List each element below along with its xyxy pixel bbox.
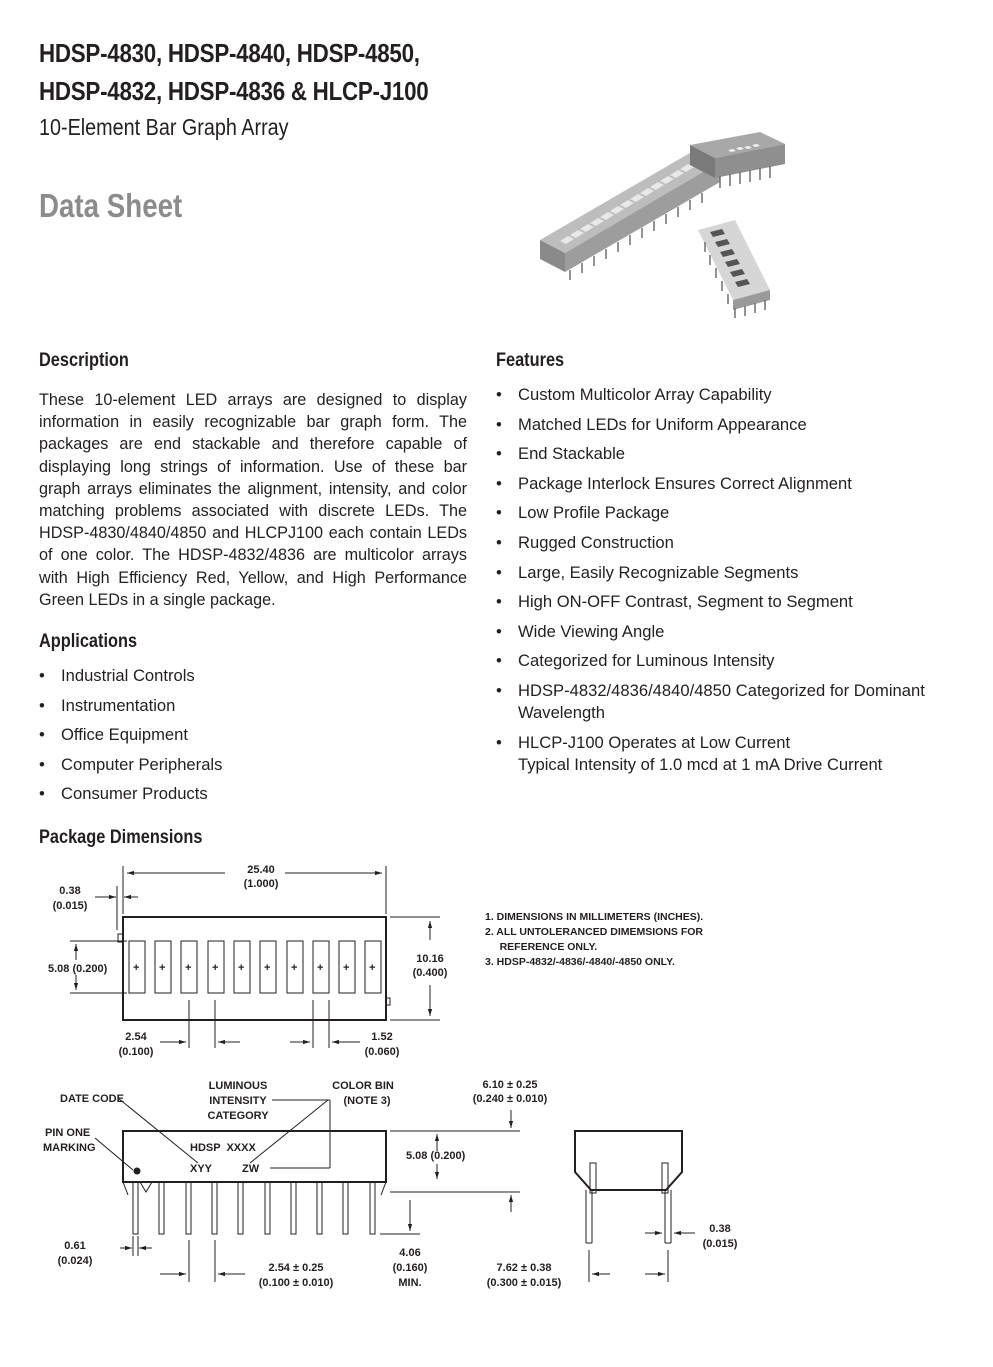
side-view-pins — [133, 1182, 375, 1234]
svg-text:+: + — [343, 962, 350, 974]
dim-pin-width-in: (0.024) — [57, 1255, 93, 1267]
dim-width-mm: 25.40 — [247, 864, 275, 876]
dim-segment-width-mm: 1.52 — [371, 1031, 393, 1043]
doc-type-heading: Data Sheet — [39, 187, 183, 224]
feature-item: • Package Interlock Ensures Correct Alignment — [496, 473, 926, 495]
feature-item: • Large, Easily Recognizable Segments — [496, 562, 926, 584]
svg-text:+: + — [159, 962, 166, 974]
marking-zw: ZW — [242, 1163, 260, 1175]
package-marking: HDSP XXXX — [190, 1142, 256, 1154]
description-heading: Description — [39, 350, 129, 371]
dim-pitch-in: (0.100) — [118, 1046, 154, 1058]
feature-item: • Wide Viewing Angle — [496, 621, 926, 643]
label-color-bin-2: (NOTE 3) — [343, 1095, 391, 1107]
feature-item: • End Stackable — [496, 443, 926, 465]
svg-text:+: + — [212, 962, 219, 974]
svg-text:+: + — [238, 962, 245, 974]
feature-item: • Low Profile Package — [496, 502, 926, 524]
dim-depth-mm: 6.10 ± 0.25 — [482, 1079, 538, 1091]
dim-row-spacing-mm: 7.62 ± 0.38 — [496, 1262, 552, 1274]
upright-array-image — [698, 220, 770, 318]
dim-pin-thickness-mm: 0.38 — [709, 1223, 731, 1235]
dim-height-mm: 10.16 — [416, 953, 444, 965]
dim-pitch-mm: 2.54 — [125, 1031, 147, 1043]
feature-item: • Custom Multicolor Array Capability — [496, 384, 926, 406]
marking-xyy: XYY — [190, 1163, 213, 1175]
dim-edge-in: (0.015) — [52, 900, 88, 912]
subtitle: 10-Element Bar Graph Array — [39, 114, 289, 140]
svg-text:+: + — [264, 962, 271, 974]
feature-item-line-2: Typical Intensity of 1.0 mcd at 1 mA Drive Current — [518, 754, 883, 774]
product-photo — [520, 120, 820, 335]
dim-pin-width-mm: 0.61 — [64, 1240, 86, 1252]
feature-item — [496, 732, 926, 776]
svg-text:+: + — [291, 962, 298, 974]
dim-pin-thickness-in: (0.015) — [702, 1238, 738, 1250]
dim-pin-pitch-mm: 2.54 ± 0.25 — [268, 1262, 324, 1274]
svg-text:+: + — [185, 962, 192, 974]
dim-segment-height: 5.08 (0.200) — [48, 963, 108, 975]
dim-depth-in: (0.240 ± 0.010) — [472, 1093, 548, 1105]
dim-pin-pitch-in: (0.100 ± 0.010) — [258, 1277, 334, 1289]
application-item: • Office Equipment — [39, 724, 339, 746]
title-line-2: HDSP-4832, HDSP-4836 & HLCP-J100 — [39, 76, 429, 106]
applications-list — [39, 665, 339, 813]
note-line: REFERENCE ONLY. — [485, 941, 598, 953]
title-line-1: HDSP-4830, HDSP-4840, HDSP-4850, — [39, 38, 420, 68]
long-array-image — [540, 150, 720, 280]
dim-height-in: (0.400) — [412, 967, 448, 979]
svg-text:+: + — [317, 962, 324, 974]
label-luminous-1: LUMINOUS — [208, 1080, 268, 1092]
svg-text:+: + — [133, 962, 140, 974]
feature-item: • Rugged Construction — [496, 532, 926, 554]
svg-text:+: + — [369, 962, 376, 974]
dim-segment-width-in: (0.060) — [364, 1046, 400, 1058]
feature-item-line-1: HLCP-J100 Operates at Low Current — [518, 732, 791, 752]
note-line: 2. ALL UNTOLERANCED DIMEMSIONS FOR — [485, 926, 703, 938]
feature-item: • Categorized for Luminous Intensity — [496, 650, 926, 672]
dim-edge-mm: 0.38 — [59, 885, 81, 897]
description-text: These 10-element LED arrays are designed to display information in easily recognizable bar graph form. The packages are end stackable and therefore capable of displaying long strings of information. Use of these bar graph arrays eliminates the alignment, intensity, and color matching problems associated with discrete LEDs. The HDSP-4830/4840/4850 and HLCPJ100 each contain LEDs of one color. The HDSP-4832/4836 are multicolor arrays with High Efficiency Red, Yellow, and High Performance Green LEDs in a single package. — [39, 391, 467, 609]
application-item: • Industrial Controls — [39, 665, 339, 687]
feature-item: • HDSP-4832/4836/4840/4850 Categorized for Dominant Wavelength — [496, 680, 926, 724]
label-date-code: DATE CODE — [60, 1093, 124, 1105]
note-line: 3. HDSP-4832/-4836/-4840/-4850 ONLY. — [485, 956, 675, 968]
dim-pin-length-mm: 4.06 — [399, 1247, 421, 1259]
dim-pin-length-min: MIN. — [398, 1277, 422, 1289]
application-item: • Consumer Products — [39, 783, 339, 805]
package-dimension-drawing — [0, 855, 993, 1305]
feature-item: • High ON-OFF Contrast, Segment to Segment — [496, 591, 926, 613]
application-item: • Computer Peripherals — [39, 754, 339, 776]
label-luminous-3: CATEGORY — [207, 1110, 269, 1122]
end-view-body — [575, 1131, 682, 1190]
dim-pin-length-in: (0.160) — [392, 1262, 428, 1274]
package-dimensions-heading: Package Dimensions — [39, 827, 203, 848]
label-color-bin-1: COLOR BIN — [332, 1080, 394, 1092]
drawing-notes — [485, 911, 703, 968]
label-pin-one-2: MARKING — [43, 1142, 96, 1154]
dim-row-spacing-in: (0.300 ± 0.015) — [486, 1277, 562, 1289]
label-pin-one-1: PIN ONE — [45, 1127, 91, 1139]
dim-body-height: 5.08 (0.200) — [406, 1150, 466, 1162]
dim-width-in: (1.000) — [243, 878, 279, 890]
label-luminous-2: INTENSITY — [209, 1095, 267, 1107]
note-line: 1. DIMENSIONS IN MILLIMETERS (INCHES). — [485, 911, 704, 923]
application-item: • Instrumentation — [39, 695, 339, 717]
feature-item: • Matched LEDs for Uniform Appearance — [496, 414, 926, 436]
features-list — [496, 384, 926, 783]
features-heading: Features — [496, 350, 565, 371]
applications-heading: Applications — [39, 631, 138, 652]
